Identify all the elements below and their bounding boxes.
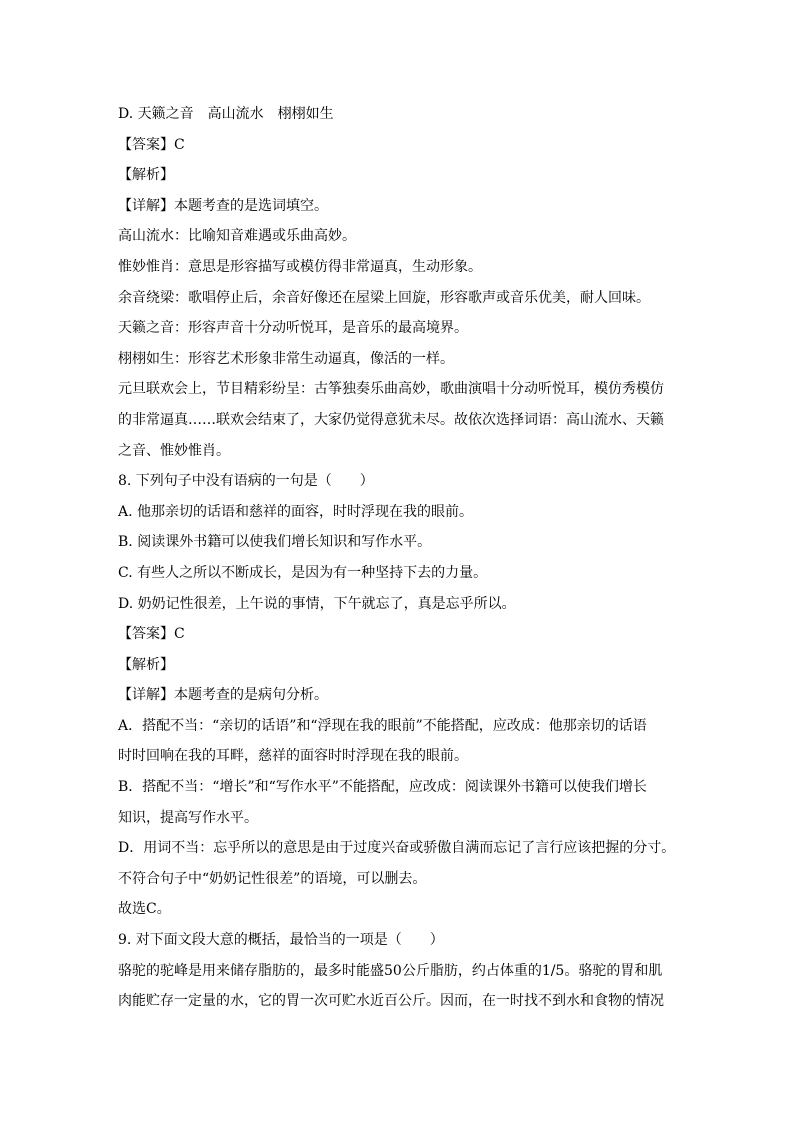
q8-analysis-heading: 【解析】 [118, 656, 174, 673]
q7-definition: 余音绕梁：歌唱停止后，余音好像还在屋梁上回旋，形容歌声或音乐优美，耐人回味。 [118, 289, 650, 306]
q7-definition: 惟妙惟肖：意思是形容描写或模仿得非常逼真，生动形象。 [118, 258, 482, 275]
q8-option-b: B. 阅读课外书籍可以使我们增长知识和写作水平。 [118, 534, 432, 551]
q8-stem: 8. 下列句子中没有语病的一句是（ ） [118, 473, 374, 490]
q7-conclusion-line: 之音、惟妙惟肖。 [118, 442, 230, 459]
q7-detail: 【详解】本题考查的是选词填空。 [118, 197, 328, 214]
q7-definition: 栩栩如生：形容艺术形象非常生动逼真，像活的一样。 [118, 350, 454, 367]
q8-option-c: C. 有些人之所以不断成长，是因为有一种坚持下去的力量。 [118, 564, 488, 581]
q8-answer: 【答案】C [118, 626, 185, 643]
q8-explanation-line: 时时回响在我的耳畔，慈祥的面容时时浮现在我的眼前。 [118, 748, 468, 765]
q8-explanation-line: B．搭配不当：“增长”和“写作水平”不能搭配，应改成：阅读课外书籍可以使我们增长 [118, 779, 647, 796]
q8-explanation-line: 不符合句子中“奶奶记性很差”的语境，可以删去。 [118, 870, 427, 887]
q8-explanation-line: 故选C。 [118, 901, 171, 918]
q7-conclusion-line: 的非常逼真……联欢会结束了，大家仍觉得意犹未尽。故依次选择词语：高山流水、天籁 [118, 411, 664, 428]
q9-passage-line: 骆驼的驼峰是用来储存脂肪的，最多时能盛50公斤脂肪，约占体重的1/5。骆驼的胃和肌 [118, 962, 663, 979]
q7-definition: 高山流水：比喻知音难遇或乐曲高妙。 [118, 228, 356, 245]
q8-option-d: D. 奶奶记性很差，上午说的事情，下午就忘了，真是忘乎所以。 [118, 595, 516, 612]
q8-explanation-line: 知识，提高写作水平。 [118, 809, 258, 826]
q9-stem: 9. 对下面文段大意的概括，最恰当的一项是（ ） [118, 932, 444, 949]
q8-detail: 【详解】本题考查的是病句分析。 [118, 687, 328, 704]
q7-option-d: D. 天籁之音 高山流水 栩栩如生 [118, 106, 334, 122]
q7-analysis-heading: 【解析】 [118, 167, 174, 184]
q7-definition: 天籁之音：形容声音十分动听悦耳，是音乐的最高境界。 [118, 320, 468, 337]
q8-option-a: A. 他那亲切的话语和慈祥的面容，时时浮现在我的眼前。 [118, 503, 474, 520]
q8-explanation-line: D．用词不当：忘乎所以的意思是由于过度兴奋或骄傲自满而忘记了言行应该把握的分寸。 [118, 840, 676, 857]
q7-conclusion-line: 元旦联欢会上，节目精彩纷呈：古筝独奏乐曲高妙，歌曲演唱十分动听悦耳，模仿秀模仿 [118, 381, 664, 398]
q8-explanation-line: A．搭配不当：“亲切的话语”和“浮现在我的眼前”不能搭配，应改成：他那亲切的话语 [118, 717, 647, 734]
q9-passage-line: 肉能贮存一定量的水，它的胃一次可贮水近百公斤。因而，在一时找不到水和食物的情况 [118, 993, 664, 1010]
document-page [118, 99, 678, 1017]
q7-answer: 【答案】C [118, 136, 185, 153]
